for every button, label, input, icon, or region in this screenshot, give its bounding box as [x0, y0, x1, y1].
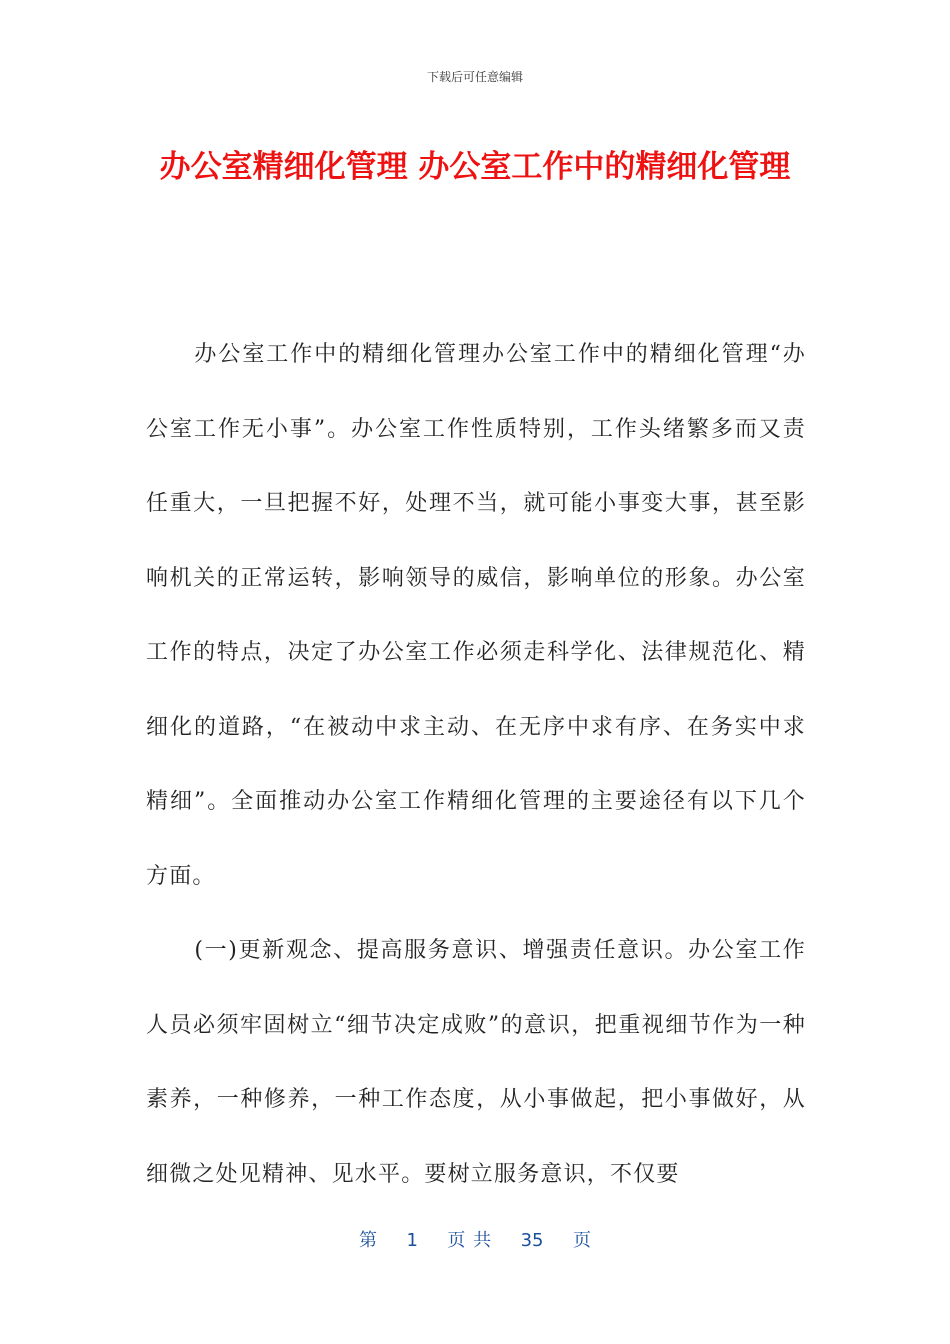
document-body	[146, 318, 806, 1212]
paragraph-1: 办公室工作中的精细化管理办公室工作中的精细化管理“办公室工作无小事”。办公室工作性质特别，工作头绪繁多而又责任重大，一旦把握不好，处理不当，就可能小事变大事，甚至影响机关的正常运转，影响领导的威信，影响单位的形象。办公室工作的特点，决定了办公室工作必须走科学化、法律规范化、精细化的道路，“在被动中求主动、在无序中求有序、在务实中求精细”。全面推动办公室工作精细化管理的主要途径有以下几个方面。	[146, 342, 806, 889]
page-suffix: 页	[572, 1230, 591, 1251]
header-note: 下载后可任意编辑	[426, 70, 523, 84]
page-prefix: 第	[359, 1230, 378, 1251]
page-middle: 页 共	[447, 1230, 492, 1251]
paragraph-2: (一)更新观念、提高服务意识、增强责任意识。办公室工作人员必须牢固树立“细节决定成败”的意识，把重视细节作为一种素养，一种修养，一种工作态度，从小事做起，把小事做好，从细微之处见精神、见水平。要树立服务意识，不仅要	[146, 938, 806, 1187]
page-footer	[0, 1226, 950, 1252]
document-title: 办公室精细化管理 办公室工作中的精细化管理	[159, 149, 791, 185]
total-pages-number: 35	[520, 1230, 544, 1251]
current-page-number: 1	[406, 1230, 418, 1251]
